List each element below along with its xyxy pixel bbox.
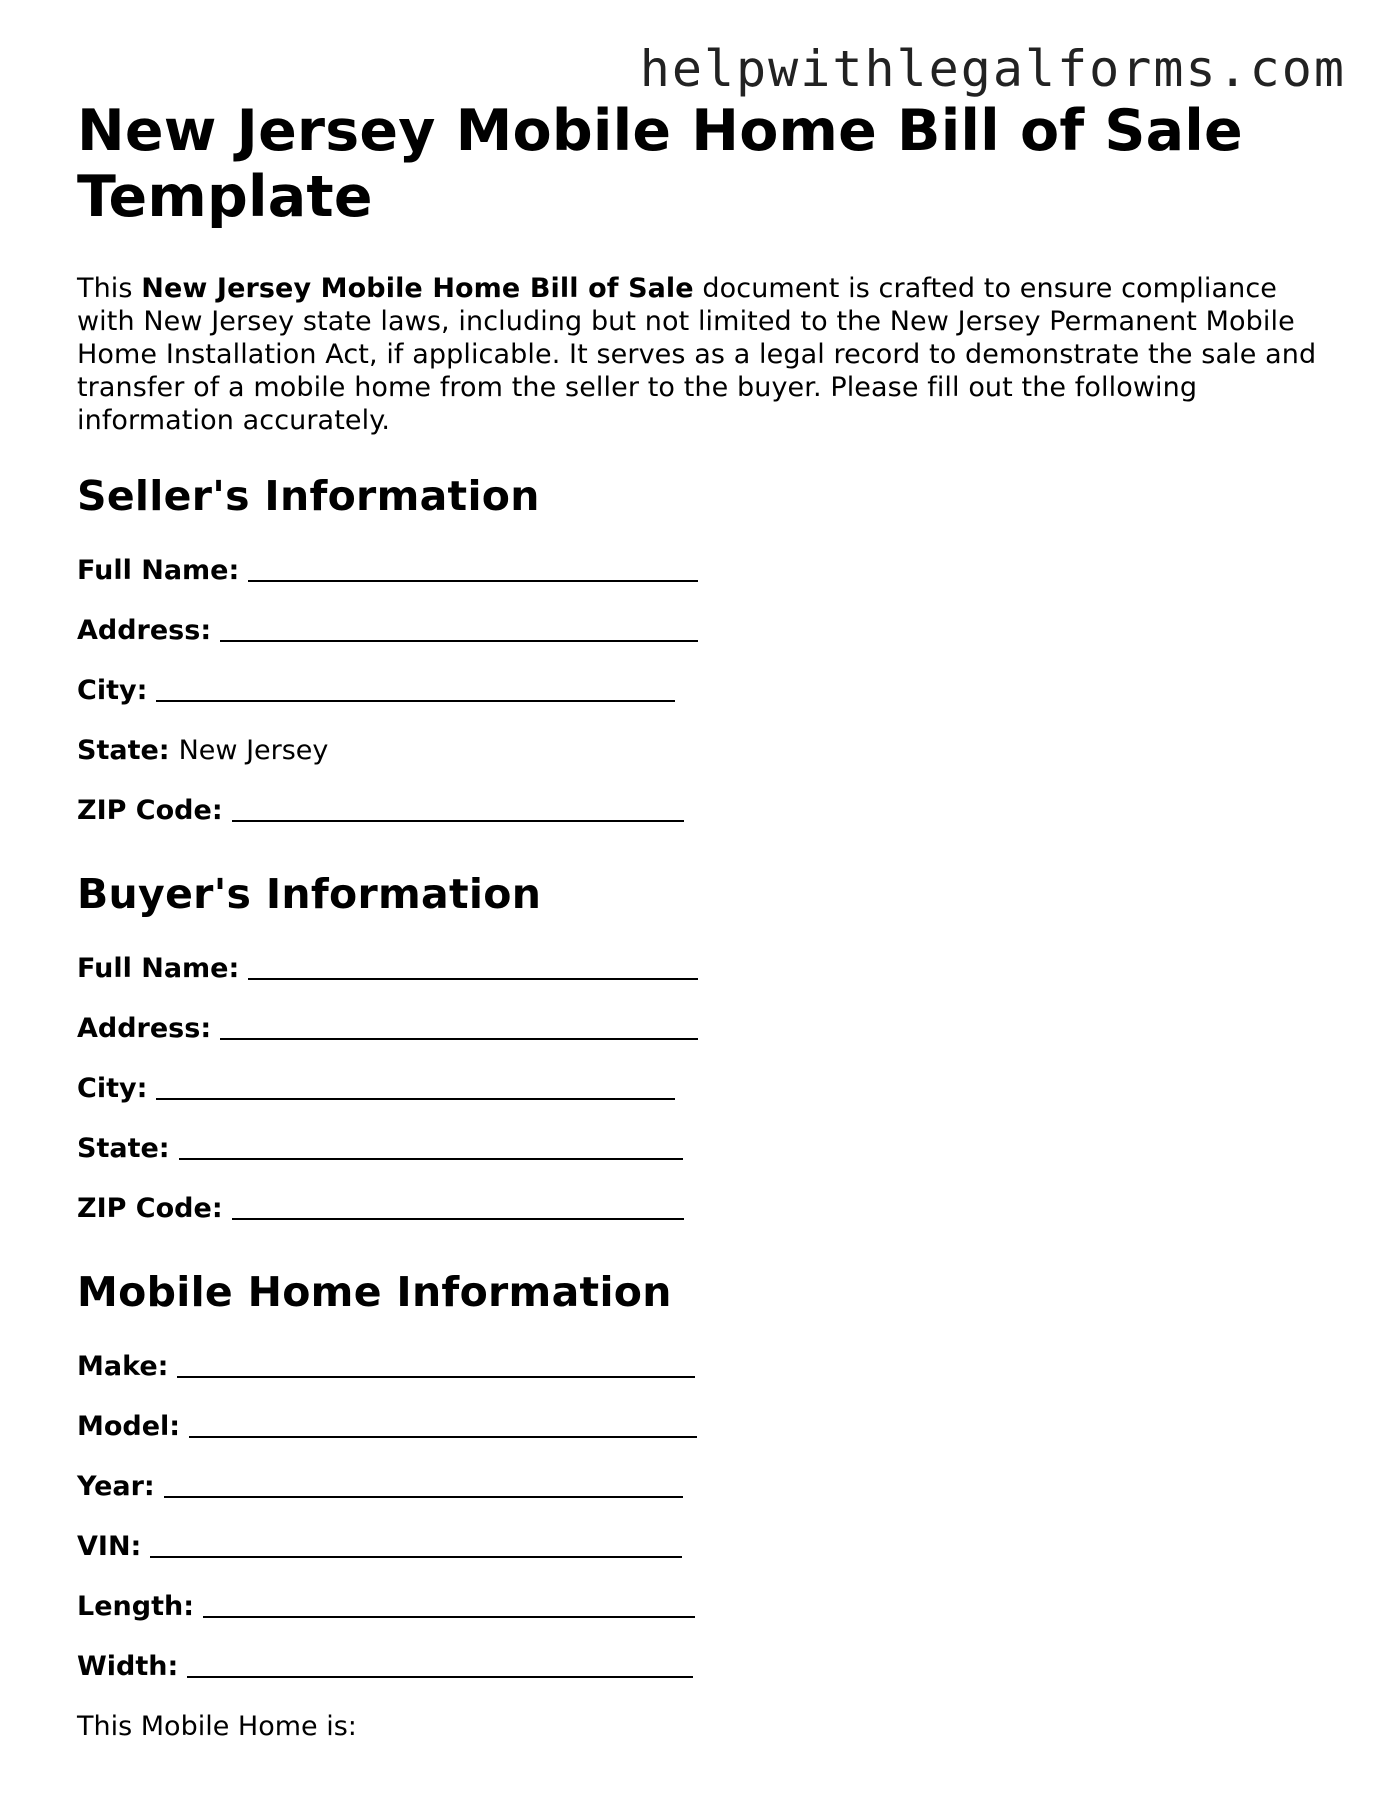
width-field[interactable] (187, 1652, 693, 1678)
model-row (77, 1397, 1327, 1457)
intro-paragraph (77, 272, 1327, 437)
year-row (77, 1457, 1327, 1517)
width-label: Width: (77, 1651, 179, 1682)
buyer-zip-field[interactable] (232, 1194, 684, 1220)
closing-statement: This Mobile Home is: (77, 1711, 357, 1742)
seller-zip-field[interactable] (232, 796, 684, 822)
seller-section-heading: Seller's Information (77, 472, 540, 520)
year-field[interactable] (164, 1472, 683, 1498)
model-label: Model: (77, 1411, 181, 1442)
mobile-home-fields (77, 1337, 1327, 1697)
make-row (77, 1337, 1327, 1397)
intro-prefix: This (77, 273, 142, 304)
year-label: Year: (77, 1471, 155, 1502)
buyer-address-row (77, 999, 1327, 1059)
seller-full-name-field[interactable] (248, 556, 698, 582)
seller-state-value: New Jersey (178, 735, 329, 766)
buyer-fields (77, 939, 1327, 1239)
model-field[interactable] (189, 1412, 697, 1438)
seller-address-label: Address: (77, 615, 212, 646)
length-field[interactable] (203, 1592, 695, 1618)
buyer-address-label: Address: (77, 1013, 212, 1044)
document-body (77, 98, 1327, 1757)
buyer-zip-row (77, 1179, 1327, 1239)
vin-row (77, 1517, 1327, 1577)
seller-full-name-row (77, 541, 1327, 601)
length-label: Length: (77, 1591, 194, 1622)
vin-label: VIN: (77, 1531, 142, 1562)
buyer-state-field[interactable] (179, 1134, 683, 1160)
buyer-city-row (77, 1059, 1327, 1119)
seller-state-label: State: (77, 735, 170, 766)
intro-bold: New Jersey Mobile Home Bill of Sale (141, 273, 694, 304)
seller-address-row (77, 601, 1327, 661)
page-title: New Jersey Mobile Home Bill of Sale Template (77, 98, 1243, 230)
buyer-zip-label: ZIP Code: (77, 1193, 223, 1224)
site-watermark: helpwithlegalforms.com (639, 40, 1346, 98)
buyer-city-field[interactable] (156, 1074, 675, 1100)
seller-state-row (77, 721, 1327, 781)
buyer-full-name-row (77, 939, 1327, 999)
seller-city-row (77, 661, 1327, 721)
buyer-address-field[interactable] (220, 1014, 698, 1040)
mobile-home-section-heading: Mobile Home Information (77, 1268, 672, 1316)
buyer-city-label: City: (77, 1073, 148, 1104)
seller-fields (77, 541, 1327, 841)
intro-suffix: document is crafted to ensure compliance with New Jersey state laws, including but not limited to the New Jersey Permanent Mobile Home Installation Act, if applicable. It serves as a legal record to demonstrate the sale and transfer of a mobile home from the seller to the buyer. Please fill out the following information accurately. (77, 273, 1317, 436)
seller-city-field[interactable] (156, 676, 675, 702)
seller-full-name-label: Full Name: (77, 555, 240, 586)
buyer-state-label: State: (77, 1133, 170, 1164)
buyer-full-name-field[interactable] (248, 954, 698, 980)
make-label: Make: (77, 1351, 169, 1382)
length-row (77, 1577, 1327, 1637)
width-row (77, 1637, 1327, 1697)
buyer-state-row (77, 1119, 1327, 1179)
seller-address-field[interactable] (220, 616, 698, 642)
seller-city-label: City: (77, 675, 148, 706)
buyer-full-name-label: Full Name: (77, 953, 240, 984)
make-field[interactable] (177, 1352, 695, 1378)
vin-field[interactable] (150, 1532, 682, 1558)
seller-zip-label: ZIP Code: (77, 795, 223, 826)
seller-zip-row (77, 781, 1327, 841)
buyer-section-heading: Buyer's Information (77, 870, 542, 918)
